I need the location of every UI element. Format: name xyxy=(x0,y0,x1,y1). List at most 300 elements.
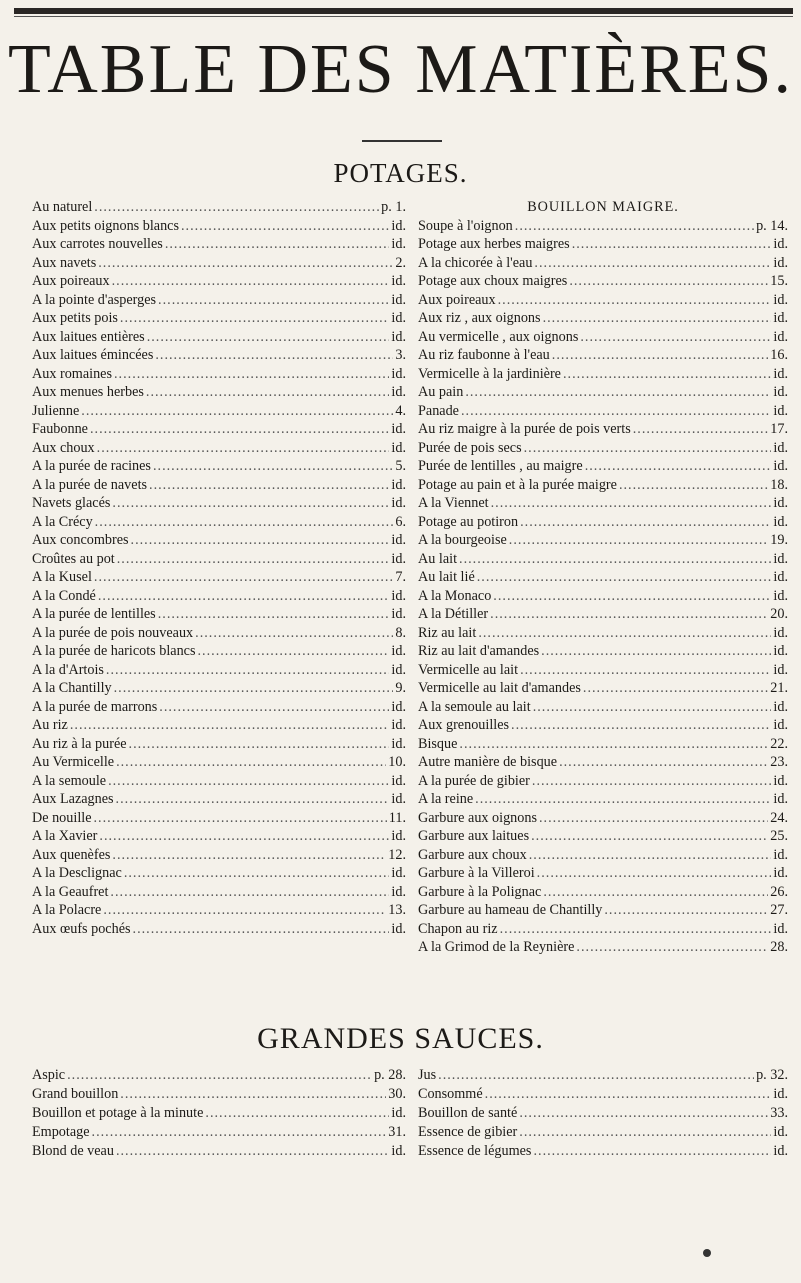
toc-entry-page: id. xyxy=(773,402,788,419)
toc-entry-page: id. xyxy=(773,569,788,585)
toc-entry-label: Aux poireaux xyxy=(418,291,496,308)
toc-entry-label: Bouillon et potage à la minute xyxy=(32,1105,204,1121)
leader-dots xyxy=(559,753,768,772)
leader-dots xyxy=(120,1085,386,1104)
leader-dots xyxy=(524,439,772,458)
leader-dots xyxy=(98,254,393,273)
toc-entry-label: Jus xyxy=(418,1067,437,1083)
toc-entry-page: id. xyxy=(391,828,406,844)
leader-dots xyxy=(580,328,771,347)
toc-entry-page: id. xyxy=(391,310,406,326)
toc-entry-page: id. xyxy=(391,532,406,548)
leader-dots xyxy=(465,383,771,402)
toc-entry-label: Au riz maigre à la purée de pois verts xyxy=(418,421,631,437)
toc-entry xyxy=(32,753,406,772)
leader-dots xyxy=(475,790,771,809)
toc-entry-page: id. xyxy=(391,883,406,900)
toc-entry-page: id. xyxy=(773,846,788,863)
toc-entry-page: 7. xyxy=(395,569,406,585)
toc-entry-page: 19. xyxy=(770,532,788,548)
toc-entry-page: id. xyxy=(773,1143,788,1159)
sauces-left-column xyxy=(32,1066,406,1161)
toc-entry-label: Essence de gibier xyxy=(418,1124,518,1140)
leader-dots xyxy=(112,494,389,513)
toc-entry-page: id. xyxy=(773,328,788,345)
toc-entry-label: A la Chantilly xyxy=(32,680,112,696)
toc-entry xyxy=(418,846,788,865)
toc-entry-page: id. xyxy=(773,791,788,807)
toc-entry-page: id. xyxy=(391,865,406,881)
toc-entry xyxy=(32,439,406,458)
toc-entry xyxy=(32,883,406,902)
toc-entry-label: Garbure à la Villeroi xyxy=(418,865,535,881)
toc-entry xyxy=(418,938,788,957)
toc-entry xyxy=(418,291,788,310)
toc-entry xyxy=(418,901,788,920)
toc-entry-page: id. xyxy=(391,661,406,678)
leader-dots xyxy=(533,698,772,717)
top-border xyxy=(14,8,793,14)
toc-entry xyxy=(418,217,788,236)
toc-entry-label: A la Geaufret xyxy=(32,883,109,900)
toc-entry-page: id. xyxy=(391,328,406,345)
leader-dots xyxy=(539,809,768,828)
leader-dots xyxy=(70,716,390,735)
toc-entry-page: id. xyxy=(773,1086,788,1102)
potages-right-column xyxy=(418,198,788,957)
toc-entry-label: A la semoule au lait xyxy=(418,698,531,715)
toc-entry-label: Panade xyxy=(418,402,459,419)
toc-entry-page: 8. xyxy=(395,624,406,641)
toc-entry xyxy=(32,254,406,273)
toc-entry xyxy=(418,235,788,254)
leader-dots xyxy=(95,513,394,532)
toc-entry-label: Vermicelle au lait xyxy=(418,661,519,678)
toc-entry xyxy=(32,550,406,569)
toc-entry-page: id. xyxy=(391,495,406,511)
toc-entry-label: Aux petits oignons blancs xyxy=(32,217,179,234)
subheading-bouillon-maigre: BOUILLON MAIGRE. xyxy=(527,199,679,215)
toc-entry-label: A la purée de gibier xyxy=(418,772,530,789)
toc-entry-page: 13. xyxy=(388,902,406,918)
section-heading-grandes-sauces: GRANDES SAUCES. xyxy=(257,1022,544,1055)
toc-entry-page: 23. xyxy=(770,754,788,770)
leader-dots xyxy=(158,605,390,624)
toc-entry-label: Aux concombres xyxy=(32,532,129,548)
toc-entry-page: 12. xyxy=(388,846,406,863)
toc-entry-page: id. xyxy=(773,513,788,530)
title-rule xyxy=(362,140,442,142)
toc-entry-label: Aux œufs pochés xyxy=(32,920,131,937)
ink-mark xyxy=(703,1249,711,1257)
toc-entry-page: id. xyxy=(773,458,788,474)
leader-dots xyxy=(165,235,390,254)
toc-entry-page: p. 28. xyxy=(374,1067,406,1083)
toc-entry xyxy=(32,1142,406,1161)
leader-dots xyxy=(478,624,771,643)
toc-entry-label: Aux laitues entières xyxy=(32,328,145,345)
toc-entry xyxy=(418,531,788,550)
toc-entry-label: Grand bouillon xyxy=(32,1086,119,1102)
toc-entry-page: 24. xyxy=(770,809,788,826)
toc-entry-page: id. xyxy=(773,643,788,659)
toc-entry-label: Aux carrotes nouvelles xyxy=(32,236,163,252)
toc-entry xyxy=(418,864,788,883)
toc-entry-page: id. xyxy=(773,439,788,456)
leader-dots xyxy=(498,291,772,310)
leader-dots xyxy=(205,1104,389,1123)
toc-entry xyxy=(32,864,406,883)
toc-entry xyxy=(32,1123,406,1142)
toc-entry-page: 25. xyxy=(770,828,788,844)
toc-entry-label: Bouillon de santé xyxy=(418,1105,518,1121)
toc-entry xyxy=(418,476,788,495)
toc-entry-label: Potage aux choux maigres xyxy=(418,273,568,289)
toc-entry-page: id. xyxy=(391,439,406,456)
toc-entry-page: id. xyxy=(773,254,788,271)
toc-entry-page: id. xyxy=(391,365,406,382)
leader-dots xyxy=(159,698,389,717)
leader-dots xyxy=(541,642,771,661)
leader-dots xyxy=(116,790,390,809)
leader-dots xyxy=(94,809,387,828)
leader-dots xyxy=(114,365,389,384)
toc-entry xyxy=(32,642,406,661)
toc-entry-label: Au riz xyxy=(32,717,68,733)
leader-dots xyxy=(133,920,390,939)
leader-dots xyxy=(112,846,386,865)
toc-entry xyxy=(32,1066,406,1085)
toc-entry xyxy=(32,531,406,550)
toc-entry-label: Aux navets xyxy=(32,254,97,271)
toc-entry-page: 16. xyxy=(770,347,788,363)
toc-entry-page: id. xyxy=(391,643,406,659)
toc-entry xyxy=(418,513,788,532)
leader-dots xyxy=(98,587,390,606)
toc-entry-label: A la reine xyxy=(418,791,474,807)
toc-entry xyxy=(418,679,788,698)
toc-entry xyxy=(418,272,788,291)
toc-entry xyxy=(418,568,788,587)
toc-entry-page: id. xyxy=(391,791,406,807)
leader-dots xyxy=(195,624,393,643)
toc-entry-label: Au riz faubonne à l'eau xyxy=(418,347,550,363)
toc-entry xyxy=(32,291,406,310)
toc-entry xyxy=(418,642,788,661)
toc-entry-label: Aux Lazagnes xyxy=(32,791,114,807)
toc-entry xyxy=(32,846,406,865)
toc-entry-page: id. xyxy=(773,698,788,715)
toc-entry-label: A la Polacre xyxy=(32,902,102,918)
toc-entry-label: Potage au potiron xyxy=(418,513,519,530)
toc-entry-label: Vermicelle à la jardinière xyxy=(418,365,561,382)
toc-entry-page: id. xyxy=(391,1105,406,1121)
toc-entry xyxy=(418,309,788,328)
toc-entry-label: Empotage xyxy=(32,1124,90,1140)
leader-dots xyxy=(103,901,386,920)
leader-dots xyxy=(114,679,394,698)
toc-entry-label: Purée de lentilles , au maigre xyxy=(418,458,583,474)
leader-dots xyxy=(583,679,768,698)
leader-dots xyxy=(99,827,389,846)
toc-entry-page: id. xyxy=(391,291,406,308)
toc-entry-label: A la purée de haricots blancs xyxy=(32,643,196,659)
leader-dots xyxy=(149,476,389,495)
toc-entry xyxy=(418,920,788,939)
toc-entry-label: Aux poireaux xyxy=(32,273,110,289)
toc-entry xyxy=(418,827,788,846)
toc-entry-page: id. xyxy=(391,217,406,234)
leader-dots xyxy=(117,550,390,569)
toc-entry xyxy=(418,457,788,476)
toc-entry-page: id. xyxy=(391,273,406,289)
toc-entry-label: Riz au lait xyxy=(418,624,477,641)
leader-dots xyxy=(493,587,771,606)
toc-entry-label: A la purée de marrons xyxy=(32,698,158,715)
leader-dots xyxy=(461,402,771,421)
top-border-thin xyxy=(14,16,793,17)
toc-entry xyxy=(418,1142,788,1161)
toc-entry-page: id. xyxy=(773,1124,788,1140)
leader-dots xyxy=(90,420,389,439)
toc-entry xyxy=(32,790,406,809)
toc-entry xyxy=(32,698,406,717)
toc-entry xyxy=(32,328,406,347)
leader-dots xyxy=(120,309,389,328)
toc-entry-label: Faubonne xyxy=(32,421,88,437)
toc-entry xyxy=(418,753,788,772)
leader-dots xyxy=(438,1066,754,1085)
leader-dots xyxy=(533,1142,771,1161)
toc-entry xyxy=(418,790,788,809)
toc-entry-label: Potage aux herbes maigres xyxy=(418,236,570,252)
toc-entry-page: id. xyxy=(773,310,788,326)
leader-dots xyxy=(147,328,390,347)
leader-dots xyxy=(67,1066,372,1085)
toc-entry-label: A la purée de pois nouveaux xyxy=(32,624,194,641)
toc-entry xyxy=(32,920,406,939)
toc-entry xyxy=(32,365,406,384)
leader-dots xyxy=(509,531,768,550)
toc-entry-page: id. xyxy=(773,772,788,789)
toc-entry-label: A la purée de lentilles xyxy=(32,606,156,622)
potages-left-column xyxy=(32,198,406,938)
toc-entry xyxy=(418,587,788,606)
toc-entry-page: 3. xyxy=(395,347,406,363)
leader-dots xyxy=(520,513,771,532)
toc-entry-page: 2. xyxy=(395,254,406,271)
toc-entry-label: A la Desclignac xyxy=(32,865,122,881)
toc-entry-label: Garbure au hameau de Chantilly xyxy=(418,902,603,918)
toc-entry-label: A la Monaco xyxy=(418,587,492,604)
toc-entry-page: 11. xyxy=(388,809,406,826)
toc-entry xyxy=(418,254,788,273)
toc-entry xyxy=(418,624,788,643)
toc-entry xyxy=(32,661,406,680)
toc-entry-label: Aux menues herbes xyxy=(32,384,144,400)
toc-entry-label: A la Détiller xyxy=(418,606,489,622)
toc-entry xyxy=(418,605,788,624)
leader-dots xyxy=(112,272,390,291)
toc-entry-label: Au lait lié xyxy=(418,569,475,585)
leader-dots xyxy=(155,346,393,365)
toc-entry xyxy=(418,420,788,439)
toc-entry-page: 17. xyxy=(770,421,788,437)
leader-dots xyxy=(129,735,390,754)
toc-entry xyxy=(32,605,406,624)
toc-entry-label: Croûtes au pot xyxy=(32,550,115,567)
toc-entry-page: id. xyxy=(773,717,788,733)
toc-entry-page: 5. xyxy=(395,458,406,474)
toc-entry-label: Autre manière de bisque xyxy=(418,754,558,770)
leader-dots xyxy=(537,864,772,883)
toc-entry xyxy=(418,1104,788,1123)
toc-entry-label: A la Condé xyxy=(32,587,96,604)
toc-entry xyxy=(418,772,788,791)
toc-entry-label: Consommé xyxy=(418,1086,483,1102)
toc-entry xyxy=(32,1104,406,1123)
toc-entry xyxy=(32,420,406,439)
toc-entry xyxy=(418,550,788,569)
toc-entry-label: A la purée de racines xyxy=(32,458,151,474)
toc-entry xyxy=(418,1085,788,1104)
toc-entry-label: Au naturel xyxy=(32,199,93,215)
toc-entry xyxy=(32,457,406,476)
toc-entry-page: p. 14. xyxy=(756,217,788,234)
toc-entry-label: A la pointe d'asperges xyxy=(32,291,157,308)
toc-entry xyxy=(418,1123,788,1142)
leader-dots xyxy=(532,772,772,791)
leader-dots xyxy=(633,420,769,439)
leader-dots xyxy=(531,827,768,846)
toc-entry-page: 9. xyxy=(395,680,406,696)
toc-entry-label: Au vermicelle , aux oignons xyxy=(418,328,579,345)
toc-entry-page: 18. xyxy=(770,476,788,493)
toc-entry xyxy=(418,1066,788,1085)
toc-entry-page: id. xyxy=(773,236,788,252)
leader-dots xyxy=(572,235,772,254)
leader-dots xyxy=(491,494,772,513)
toc-entry-page: id. xyxy=(773,291,788,308)
toc-entry-label: A la bourgeoise xyxy=(418,532,507,548)
leader-dots xyxy=(81,402,393,421)
toc-entry-page: id. xyxy=(773,865,788,881)
leader-dots xyxy=(116,753,386,772)
toc-entry xyxy=(32,901,406,920)
toc-entry-page: id. xyxy=(391,384,406,400)
leader-dots xyxy=(485,1085,772,1104)
toc-entry xyxy=(32,494,406,513)
leader-dots xyxy=(146,383,390,402)
toc-entry-label: Aux quenèfes xyxy=(32,846,111,863)
leader-dots xyxy=(519,1123,771,1142)
toc-entry xyxy=(32,735,406,754)
leader-dots xyxy=(552,346,769,365)
toc-entry-page: id. xyxy=(773,365,788,382)
leader-dots xyxy=(511,716,771,735)
toc-entry xyxy=(418,328,788,347)
toc-entry-page: 15. xyxy=(770,273,788,289)
leader-dots xyxy=(110,883,389,902)
leader-dots xyxy=(543,309,772,328)
toc-entry-page: 6. xyxy=(395,513,406,530)
leader-dots xyxy=(519,1104,768,1123)
toc-entry-label: Blond de veau xyxy=(32,1143,114,1159)
toc-entry xyxy=(32,513,406,532)
toc-entry-page: 31. xyxy=(388,1124,406,1140)
toc-entry-page: 30. xyxy=(388,1086,406,1102)
toc-entry xyxy=(32,217,406,236)
toc-entry-label: Purée de pois secs xyxy=(418,439,522,456)
toc-entry-label: Navets glacés xyxy=(32,495,111,511)
toc-entry-label: A la semoule xyxy=(32,772,107,789)
toc-entry xyxy=(418,883,788,902)
leader-dots xyxy=(116,1142,389,1161)
toc-entry-page: id. xyxy=(391,920,406,937)
toc-entry-page: 4. xyxy=(395,402,406,419)
toc-entry-label: Riz au lait d'amandes xyxy=(418,643,540,659)
toc-entry xyxy=(32,716,406,735)
leader-dots xyxy=(563,365,771,384)
toc-entry xyxy=(32,772,406,791)
toc-entry-label: Au pain xyxy=(418,384,464,400)
leader-dots xyxy=(569,272,768,291)
toc-entry-label: A la purée de navets xyxy=(32,476,148,493)
toc-entry xyxy=(418,402,788,421)
toc-entry xyxy=(418,698,788,717)
toc-entry xyxy=(32,402,406,421)
toc-entry-page: id. xyxy=(773,587,788,604)
toc-entry-page: 21. xyxy=(770,680,788,696)
sauces-right-column xyxy=(418,1066,788,1161)
leader-dots xyxy=(459,735,768,754)
leader-dots xyxy=(124,864,390,883)
toc-entry xyxy=(418,494,788,513)
leader-dots xyxy=(534,254,771,273)
toc-entry xyxy=(32,624,406,643)
toc-entry xyxy=(32,383,406,402)
toc-entry-page: p. 1. xyxy=(381,199,406,215)
page-title: TABLE DES MATIÈRES. xyxy=(8,31,793,108)
toc-entry-page: id. xyxy=(391,421,406,437)
toc-entry xyxy=(418,661,788,680)
toc-entry xyxy=(32,1085,406,1104)
toc-entry-label: Soupe à l'oignon xyxy=(418,217,513,234)
toc-entry xyxy=(32,809,406,828)
leader-dots xyxy=(576,938,768,957)
potages-right-list xyxy=(418,217,788,957)
toc-entry-page: id. xyxy=(773,384,788,400)
leader-dots xyxy=(106,661,389,680)
leader-dots xyxy=(131,531,390,550)
toc-entry-label: Garbure aux oignons xyxy=(418,809,537,826)
toc-entry-label: Aux laitues émincées xyxy=(32,347,154,363)
toc-entry-page: id. xyxy=(391,717,406,733)
leader-dots xyxy=(515,217,754,236)
toc-entry xyxy=(32,235,406,254)
leader-dots xyxy=(92,1123,387,1142)
leader-dots xyxy=(520,661,771,680)
toc-entry-label: Au riz à la purée xyxy=(32,735,127,752)
toc-entry-label: De nouille xyxy=(32,809,92,826)
toc-entry-label: A la Grimod de la Reynière xyxy=(418,939,575,955)
toc-entry-label: Aux grenouilles xyxy=(418,717,510,733)
toc-entry xyxy=(418,346,788,365)
toc-entry-label: Essence de légumes xyxy=(418,1143,532,1159)
leader-dots xyxy=(500,920,772,939)
toc-entry-page: id. xyxy=(773,550,788,567)
toc-entry-page: 28. xyxy=(770,939,788,955)
